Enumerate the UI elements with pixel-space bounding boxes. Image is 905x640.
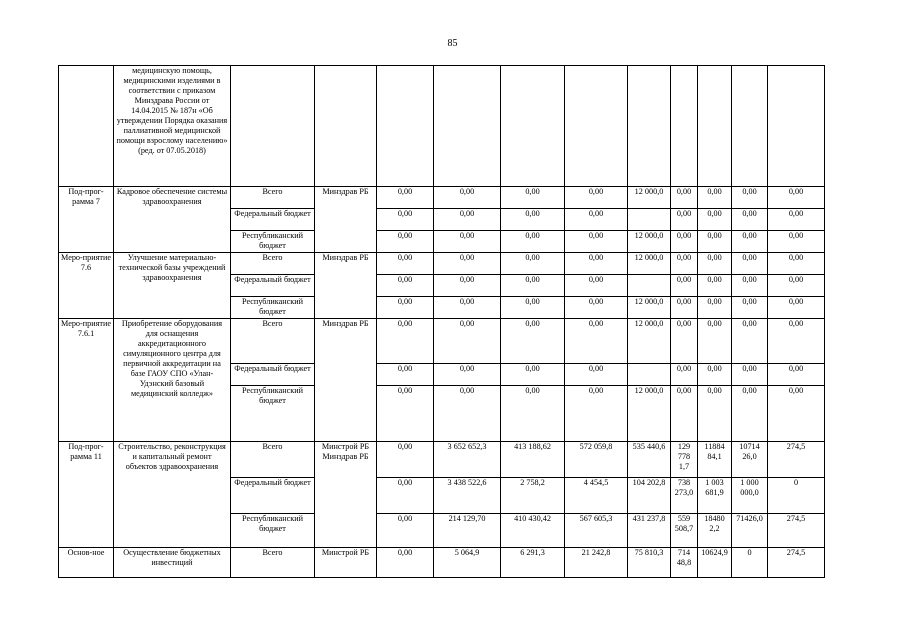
value-cell: 2 758,2 [501, 478, 565, 514]
value-cell: 0,00 [434, 319, 501, 364]
funding-source-cell: Всего [231, 319, 315, 364]
value-cell: 0,00 [377, 442, 434, 478]
program-name-cell: Строительство, реконструкция и капитальный ремонт объектов здравоохранения [114, 442, 231, 548]
value-cell: 0,00 [377, 297, 434, 319]
table-cell [671, 66, 698, 187]
table-row [59, 66, 825, 187]
value-cell: 0,00 [698, 386, 732, 442]
value-cell: 0,00 [565, 319, 628, 364]
funding-source-cell: Республиканский бюджет [231, 514, 315, 548]
value-cell: 10714 26,0 [732, 442, 768, 478]
value-cell: 0,00 [434, 364, 501, 386]
value-cell: 0,00 [732, 187, 768, 209]
value-cell: 413 188,62 [501, 442, 565, 478]
funding-source-cell: Федеральный бюджет [231, 209, 315, 231]
value-cell: 0,00 [377, 478, 434, 514]
value-cell: 567 605,3 [565, 514, 628, 548]
value-cell: 0,00 [377, 231, 434, 253]
table-row [59, 548, 825, 578]
funding-source-cell: Федеральный бюджет [231, 364, 315, 386]
value-cell: 0,00 [732, 275, 768, 297]
value-cell: 0,00 [768, 319, 825, 364]
table-body [59, 66, 825, 578]
table-row [59, 253, 825, 275]
value-cell: 0,00 [501, 386, 565, 442]
program-name-cell: Улучшение материально-технической базы учреждений здравоохранения [114, 253, 231, 319]
executor-cell: Минстрой РБ [315, 548, 377, 578]
value-cell: 0,00 [768, 364, 825, 386]
value-cell: 0,00 [565, 275, 628, 297]
value-cell [628, 275, 671, 297]
value-cell: 0,00 [768, 231, 825, 253]
value-cell: 0 [732, 548, 768, 578]
value-cell: 274,5 [768, 514, 825, 548]
value-cell: 0,00 [671, 275, 698, 297]
value-cell: 274,5 [768, 442, 825, 478]
value-cell: 0,00 [501, 231, 565, 253]
funding-source-cell: Республиканский бюджет [231, 297, 315, 319]
table-cell [628, 66, 671, 187]
program-code-cell: Под-прог-рамма 7 [59, 187, 114, 253]
value-cell: 0,00 [434, 275, 501, 297]
value-cell: 21 242,8 [565, 548, 628, 578]
value-cell: 75 810,3 [628, 548, 671, 578]
value-cell: 71426,0 [732, 514, 768, 548]
value-cell: 0,00 [768, 386, 825, 442]
value-cell: 10624,9 [698, 548, 732, 578]
value-cell: 0,00 [698, 187, 732, 209]
funding-source-cell: Всего [231, 253, 315, 275]
table-cell [565, 66, 628, 187]
value-cell: 0,00 [377, 253, 434, 275]
value-cell: 535 440,6 [628, 442, 671, 478]
program-code-cell: Меро-приятие 7.6 [59, 253, 114, 319]
value-cell: 0,00 [377, 548, 434, 578]
value-cell: 4 454,5 [565, 478, 628, 514]
value-cell: 0,00 [698, 253, 732, 275]
value-cell: 0,00 [434, 231, 501, 253]
value-cell [628, 364, 671, 386]
value-cell: 0,00 [565, 297, 628, 319]
value-cell: 738 273,0 [671, 478, 698, 514]
executor-cell: Минстрой РБ Минздрав РБ [315, 442, 377, 548]
value-cell: 274,5 [768, 548, 825, 578]
value-cell: 572 059,8 [565, 442, 628, 478]
value-cell: 0,00 [732, 319, 768, 364]
value-cell: 0,00 [501, 253, 565, 275]
table-row [59, 187, 825, 209]
value-cell: 0,00 [671, 386, 698, 442]
value-cell: 12 000,0 [628, 253, 671, 275]
value-cell: 0,00 [768, 253, 825, 275]
value-cell: 0,00 [501, 297, 565, 319]
table-cell [231, 66, 315, 187]
value-cell: 12 000,0 [628, 187, 671, 209]
value-cell: 3 438 522,6 [434, 478, 501, 514]
page-number: 85 [447, 38, 458, 49]
value-cell: 0,00 [377, 364, 434, 386]
program-name-cell: Приобретение оборудования для оснащения аккредитационного симуляционного центра для первичной аккредитации на базе ГАОУ СПО «Улан-Удэнский базовый медицинский колледж» [114, 319, 231, 442]
value-cell: 0,00 [768, 297, 825, 319]
program-code-cell: Основ-ное [59, 548, 114, 578]
value-cell: 0,00 [698, 275, 732, 297]
executor-cell: Минздрав РБ [315, 187, 377, 253]
value-cell: 6 291,3 [501, 548, 565, 578]
funding-source-cell: Республиканский бюджет [231, 231, 315, 253]
value-cell: 0,00 [565, 364, 628, 386]
value-cell: 12 000,0 [628, 319, 671, 364]
value-cell: 714 48,8 [671, 548, 698, 578]
value-cell: 0,00 [565, 253, 628, 275]
table-cell [434, 66, 501, 187]
value-cell: 11884 84,1 [698, 442, 732, 478]
value-cell: 0,00 [768, 275, 825, 297]
program-code-cell: Меро-приятие 7.6.1 [59, 319, 114, 442]
value-cell: 0,00 [671, 253, 698, 275]
value-cell: 0,00 [565, 231, 628, 253]
value-cell: 559 508,7 [671, 514, 698, 548]
funding-source-cell: Всего [231, 548, 315, 578]
value-cell: 0,00 [565, 187, 628, 209]
value-cell: 0,00 [377, 386, 434, 442]
value-cell: 0,00 [732, 231, 768, 253]
value-cell: 1 003 681,9 [698, 478, 732, 514]
funding-source-cell: Республиканский бюджет [231, 386, 315, 442]
table-cell [768, 66, 825, 187]
value-cell: 0,00 [377, 319, 434, 364]
value-cell: 214 129,70 [434, 514, 501, 548]
value-cell [628, 209, 671, 231]
value-cell: 0,00 [377, 209, 434, 231]
value-cell: 0,00 [501, 319, 565, 364]
value-cell: 0,00 [434, 297, 501, 319]
value-cell: 0,00 [768, 187, 825, 209]
value-cell: 0,00 [434, 209, 501, 231]
value-cell: 129 778 1,7 [671, 442, 698, 478]
value-cell: 18480 2,2 [698, 514, 732, 548]
value-cell: 0,00 [698, 209, 732, 231]
value-cell: 0,00 [698, 231, 732, 253]
table-cell [377, 66, 434, 187]
value-cell: 0,00 [434, 253, 501, 275]
value-cell: 0,00 [671, 364, 698, 386]
value-cell: 431 237,8 [628, 514, 671, 548]
value-cell: 5 064,9 [434, 548, 501, 578]
value-cell: 0,00 [377, 187, 434, 209]
program-name-cell: Кадровое обеспечение системы здравоохранения [114, 187, 231, 253]
value-cell: 12 000,0 [628, 297, 671, 319]
program-code-cell: Под-прог-рамма 11 [59, 442, 114, 548]
value-cell: 410 430,42 [501, 514, 565, 548]
value-cell: 3 652 652,3 [434, 442, 501, 478]
value-cell: 0,00 [377, 514, 434, 548]
value-cell: 0,00 [501, 364, 565, 386]
value-cell: 0,00 [732, 253, 768, 275]
table-row [59, 442, 825, 478]
funding-source-cell: Федеральный бюджет [231, 478, 315, 514]
funding-source-cell: Всего [231, 187, 315, 209]
value-cell: 0,00 [732, 386, 768, 442]
executor-cell: Минздрав РБ [315, 253, 377, 319]
value-cell: 0 [768, 478, 825, 514]
value-cell: 12 000,0 [628, 386, 671, 442]
value-cell: 0,00 [377, 275, 434, 297]
value-cell: 0,00 [671, 297, 698, 319]
value-cell: 104 202,8 [628, 478, 671, 514]
value-cell: 0,00 [671, 319, 698, 364]
value-cell: 0,00 [501, 187, 565, 209]
value-cell: 0,00 [698, 297, 732, 319]
value-cell: 0,00 [501, 275, 565, 297]
value-cell: 0,00 [732, 364, 768, 386]
value-cell: 0,00 [732, 209, 768, 231]
value-cell: 0,00 [698, 319, 732, 364]
budget-table [58, 65, 825, 578]
executor-cell: Минздрав РБ [315, 319, 377, 442]
value-cell: 0,00 [671, 231, 698, 253]
value-cell: 0,00 [565, 386, 628, 442]
program-name-cell: Осуществление бюджетных инвестиций [114, 548, 231, 578]
value-cell: 0,00 [434, 187, 501, 209]
value-cell: 12 000,0 [628, 231, 671, 253]
value-cell: 0,00 [671, 209, 698, 231]
table-cell [59, 66, 114, 187]
continuation-text-cell: медицинскую помощь, медицинскими изделиями в соответствии с приказом Минздрава России от 14.04.2015 № 187н «Об утверждении Порядка оказания паллиативной медицинской помощи взрослому населению» (ред. от 07.05.2018) [114, 66, 231, 187]
funding-source-cell: Всего [231, 442, 315, 478]
value-cell: 0,00 [732, 297, 768, 319]
funding-source-cell: Федеральный бюджет [231, 275, 315, 297]
value-cell: 1 000 000,0 [732, 478, 768, 514]
value-cell: 0,00 [434, 386, 501, 442]
table-cell [698, 66, 732, 187]
value-cell: 0,00 [768, 209, 825, 231]
table-cell [732, 66, 768, 187]
value-cell: 0,00 [698, 364, 732, 386]
value-cell: 0,00 [501, 209, 565, 231]
table-row [59, 319, 825, 364]
value-cell: 0,00 [671, 187, 698, 209]
table-cell [315, 66, 377, 187]
table-cell [501, 66, 565, 187]
value-cell: 0,00 [565, 209, 628, 231]
